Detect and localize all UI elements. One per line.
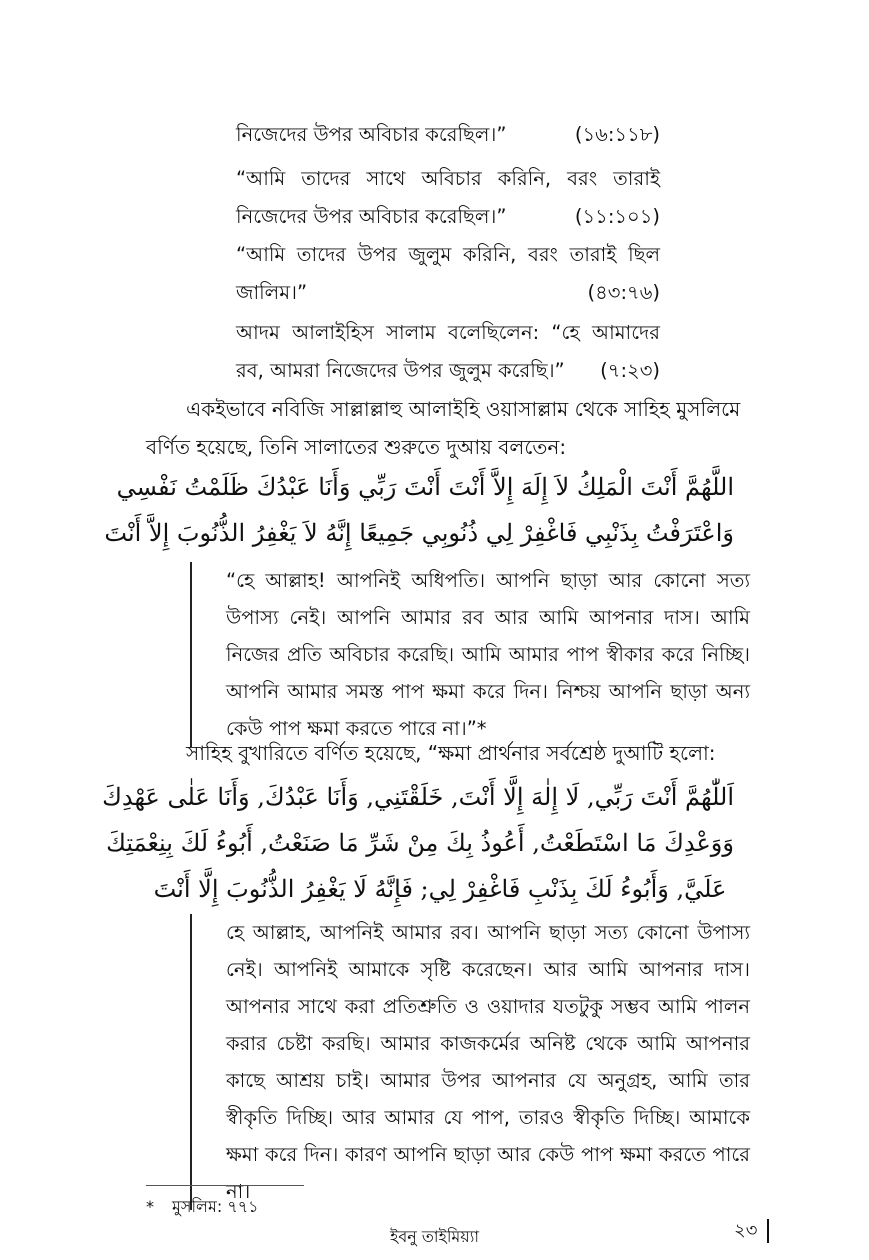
footnote-text: মুসলিম: ৭৭১ <box>172 1197 259 1216</box>
verse-quote <box>236 116 660 154</box>
translation-quote <box>190 562 752 747</box>
verse-line: নিজেদের উপর অবিচার করেছিল।” (১১:১০১) <box>236 198 660 236</box>
body-paragraph <box>146 734 734 772</box>
footnote-divider <box>146 1185 304 1186</box>
verse-line: “আমি তাদের সাথে অবিচার করিনি, বরং তারাই <box>236 167 660 190</box>
verse-line: নিজেদের উপর অবিচার করেছিল।” (১৬:১১৮) <box>236 116 660 154</box>
arabic-dua <box>104 464 734 556</box>
arabic-line: وَاعْتَرَفْتُ بِذَنْبِي فَاغْفِرْ لِي ذُنُوبِي جَمِيعًا إِنَّهُ لاَ يَغْفِرُ الذُّنُوبَ إِلاَّ أَنْتَ <box>104 519 734 547</box>
verse-reference: (১৬:১১৮) <box>574 123 660 146</box>
verse-line: “আমি তাদের উপর জুলুম করিনি, বরং তারাই ছিল <box>236 243 660 266</box>
arabic-dua <box>102 774 734 912</box>
arabic-line: اللَّهُمَّ أَنْتَ الْمَلِكُ لاَ إِلَهَ إِلاَّ أَنْتَ أَنْتَ رَبِّي وَأَنَا عَبْدُكَ ظَلَمْتُ نَفْسِي <box>116 473 734 501</box>
translation-text: “হে আল্লাহ! আপনিই অধিপতি। আপনি ছাড়া আর কোনো সত্য উপাস্য নেই। আপনি আমার রব আর আমি আপনার দাস। আমি নিজের প্রতি অবিচার করেছি। আমি আমার পাপ স্বীকার করে নিচ্ছি। আপনি আমার সমস্ত পাপ ক্ষমা করে দিন। নিশ্চয় আপনি ছাড়া অন্য কেউ পাপ ক্ষমা করতে পারে না।”* <box>226 569 750 740</box>
paragraph-line: একইভাবে নবিজি সাল্লাল্লাহু আলাইহি ওয়াসাল্লাম থেকে সাহিহ মুসলিমে <box>186 397 741 421</box>
verse-reference: (৭:২৩) <box>600 359 660 382</box>
footnote <box>146 1196 259 1218</box>
translation-quote <box>190 914 752 1210</box>
arabic-line: اَللّٰهُمَّ أَنْتَ رَبِّي, لَا إِلٰهَ إِلَّا أَنْتَ, خَلَقْتَنِي, وَأَنَا عَبْدُكَ, وَأَنَا عَلٰى عَهْدِكَ <box>102 783 734 811</box>
verse-line: আদম আলাইহিস সালাম বলেছিলেন: “হে আমাদের <box>236 321 660 344</box>
body-paragraph <box>146 390 741 466</box>
verse-reference: (১১:১০১) <box>574 205 660 228</box>
arabic-line: عَلَيَّ, وَأَبُوءُ لَكَ بِذَنْبِ فَاغْفِرْ لِي; فَإِنَّهُ لَا يَغْفِرُ الذُّنُوبَ إِلَّا أَنْتَ <box>153 875 727 903</box>
verse-reference: (৪৩:৭৬) <box>587 281 660 304</box>
running-footer-title: ইবনু তাইমিয়্যা <box>390 1227 479 1246</box>
page-number: ২৩ <box>734 1219 769 1243</box>
paragraph-line: সাহিহ বুখারিতে বর্ণিত হয়েছে, “ক্ষমা প্রার্থনার সর্বশ্রেষ্ঠ দুআটি হলো: <box>186 741 716 765</box>
verse-line: রব, আমরা নিজেদের উপর জুলুম করেছি।” (৭:২৩) <box>236 352 660 390</box>
arabic-line: وَوَعْدِكَ مَا اسْتَطَعْتُ, أَعُوذُ بِكَ مِنْ شَرِّ مَا صَنَعْتُ, أَبُوءُ لَكَ بِنِعْمَتِكَ <box>106 829 734 857</box>
verse-quote <box>236 160 660 236</box>
verse-quote <box>236 236 660 312</box>
translation-text: হে আল্লাহ, আপনিই আমার রব। আপনি ছাড়া সত্য কোনো উপাস্য নেই। আপনিই আমাকে সৃষ্টি করেছেন। আর আমি আপনার দাস। আপনার সাথে করা প্রতিশ্রুতি ও ওয়াদার যতটুকু সম্ভব আমি পালন করার চেষ্টা করছি। আমার কাজকর্মের অনিষ্ট থেকে আমি আপনার কাছে আশ্রয় চাই। আমার উপর আপনার যে অনুগ্রহ, আমি তার স্বীকৃতি দিচ্ছি। আর আমার যে পাপ, তারও স্বীকৃতি দিচ্ছি। আমাকে ক্ষমা করে দিন। কারণ আপনি ছাড়া আর কেউ পাপ ক্ষমা করতে পারে না। <box>226 921 750 1203</box>
footnote-marker: * <box>146 1197 154 1216</box>
verse-quote <box>236 314 660 390</box>
paragraph-line: বর্ণিত হয়েছে, তিনি সালাতের শুরুতে দুআয় বলতেন: <box>146 435 567 459</box>
verse-line: জালিম।” (৪৩:৭৬) <box>236 274 660 312</box>
